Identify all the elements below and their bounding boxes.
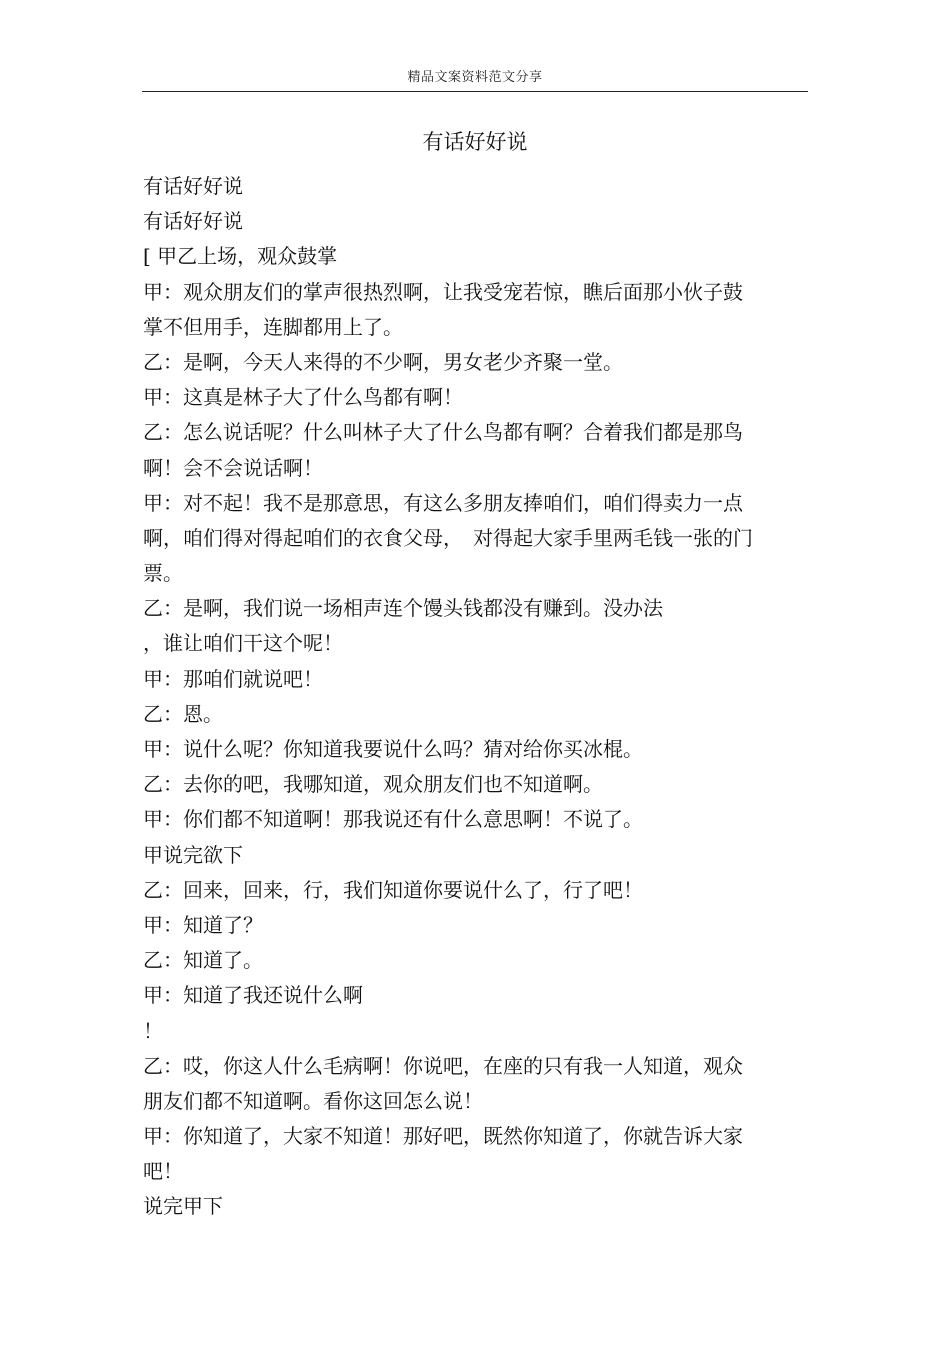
text-line: 甲：那咱们就说吧！ [143, 666, 323, 691]
text-line: 掌不但用手，连脚都用上了。 [143, 314, 403, 339]
text-line: 乙：去你的吧，我哪知道，观众朋友们也不知道啊。 [143, 772, 603, 797]
text-line: 甲：知道了？ [143, 912, 263, 937]
text-line: 乙：是啊，我们说一场相声连个馒头钱都没有赚到。没办法 [143, 596, 663, 621]
text-line: 吧！ [143, 1159, 183, 1184]
page-header: 精品文案资料范文分享 [407, 70, 543, 85]
header-divider [142, 91, 808, 92]
document-body [143, 169, 793, 1225]
text-line: 甲：这真是林子大了什么鸟都有啊！ [143, 385, 463, 410]
text-line: 乙：恩。 [143, 701, 223, 726]
text-line: 乙：哎，你这人什么毛病啊！你说吧，在座的只有我一人知道，观众 [143, 1053, 743, 1078]
text-line: 甲说完欲下 [143, 842, 243, 867]
text-line: 啊！会不会说话啊！ [143, 455, 323, 480]
text-line: 说完甲下 [143, 1194, 223, 1219]
text-line: 有话好好说 [143, 174, 243, 198]
text-line: 乙：知道了。 [143, 948, 263, 973]
text-line: 乙：是啊，今天人来得的不少啊，男女老少齐聚一堂。 [143, 349, 623, 374]
text-line: ，谁让咱们干这个呢！ [143, 631, 343, 656]
document-title: 有话好好说 [422, 130, 528, 154]
text-line: 啊，咱们得对得起咱们的衣食父母， 对得起大家手里两毛钱一张的门 [143, 525, 753, 550]
text-line: 乙：怎么说话呢？什么叫林子大了什么鸟都有啊？合着我们都是那鸟 [143, 420, 743, 445]
text-line: 乙：回来，回来，行，我们知道你要说什么了，行了吧！ [143, 877, 643, 902]
text-line: 甲：你知道了，大家不知道！那好吧，既然你知道了，你就告诉大家 [143, 1124, 743, 1149]
text-line: 甲：说什么呢？你知道我要说什么吗？猜对给你买冰棍。 [143, 737, 643, 761]
text-line: 甲：观众朋友们的掌声很热烈啊，让我受宠若惊，瞧后面那小伙子鼓 [143, 279, 743, 304]
text-line: 票。 [143, 561, 183, 586]
text-line: 有话好好说 [143, 209, 243, 234]
text-line: 朋友们都不知道啊。看你这回怎么说！ [143, 1088, 483, 1113]
text-line: [ 甲乙上场，观众鼓掌 [143, 244, 338, 269]
text-line: 甲：知道了我还说什么啊 [143, 983, 363, 1008]
text-line: 甲：对不起！我不是那意思，有这么多朋友捧咱们，咱们得卖力一点 [143, 490, 743, 515]
text-line: 甲：你们都不知道啊！那我说还有什么意思啊！不说了。 [143, 807, 643, 832]
text-line: ！ [143, 1018, 163, 1043]
